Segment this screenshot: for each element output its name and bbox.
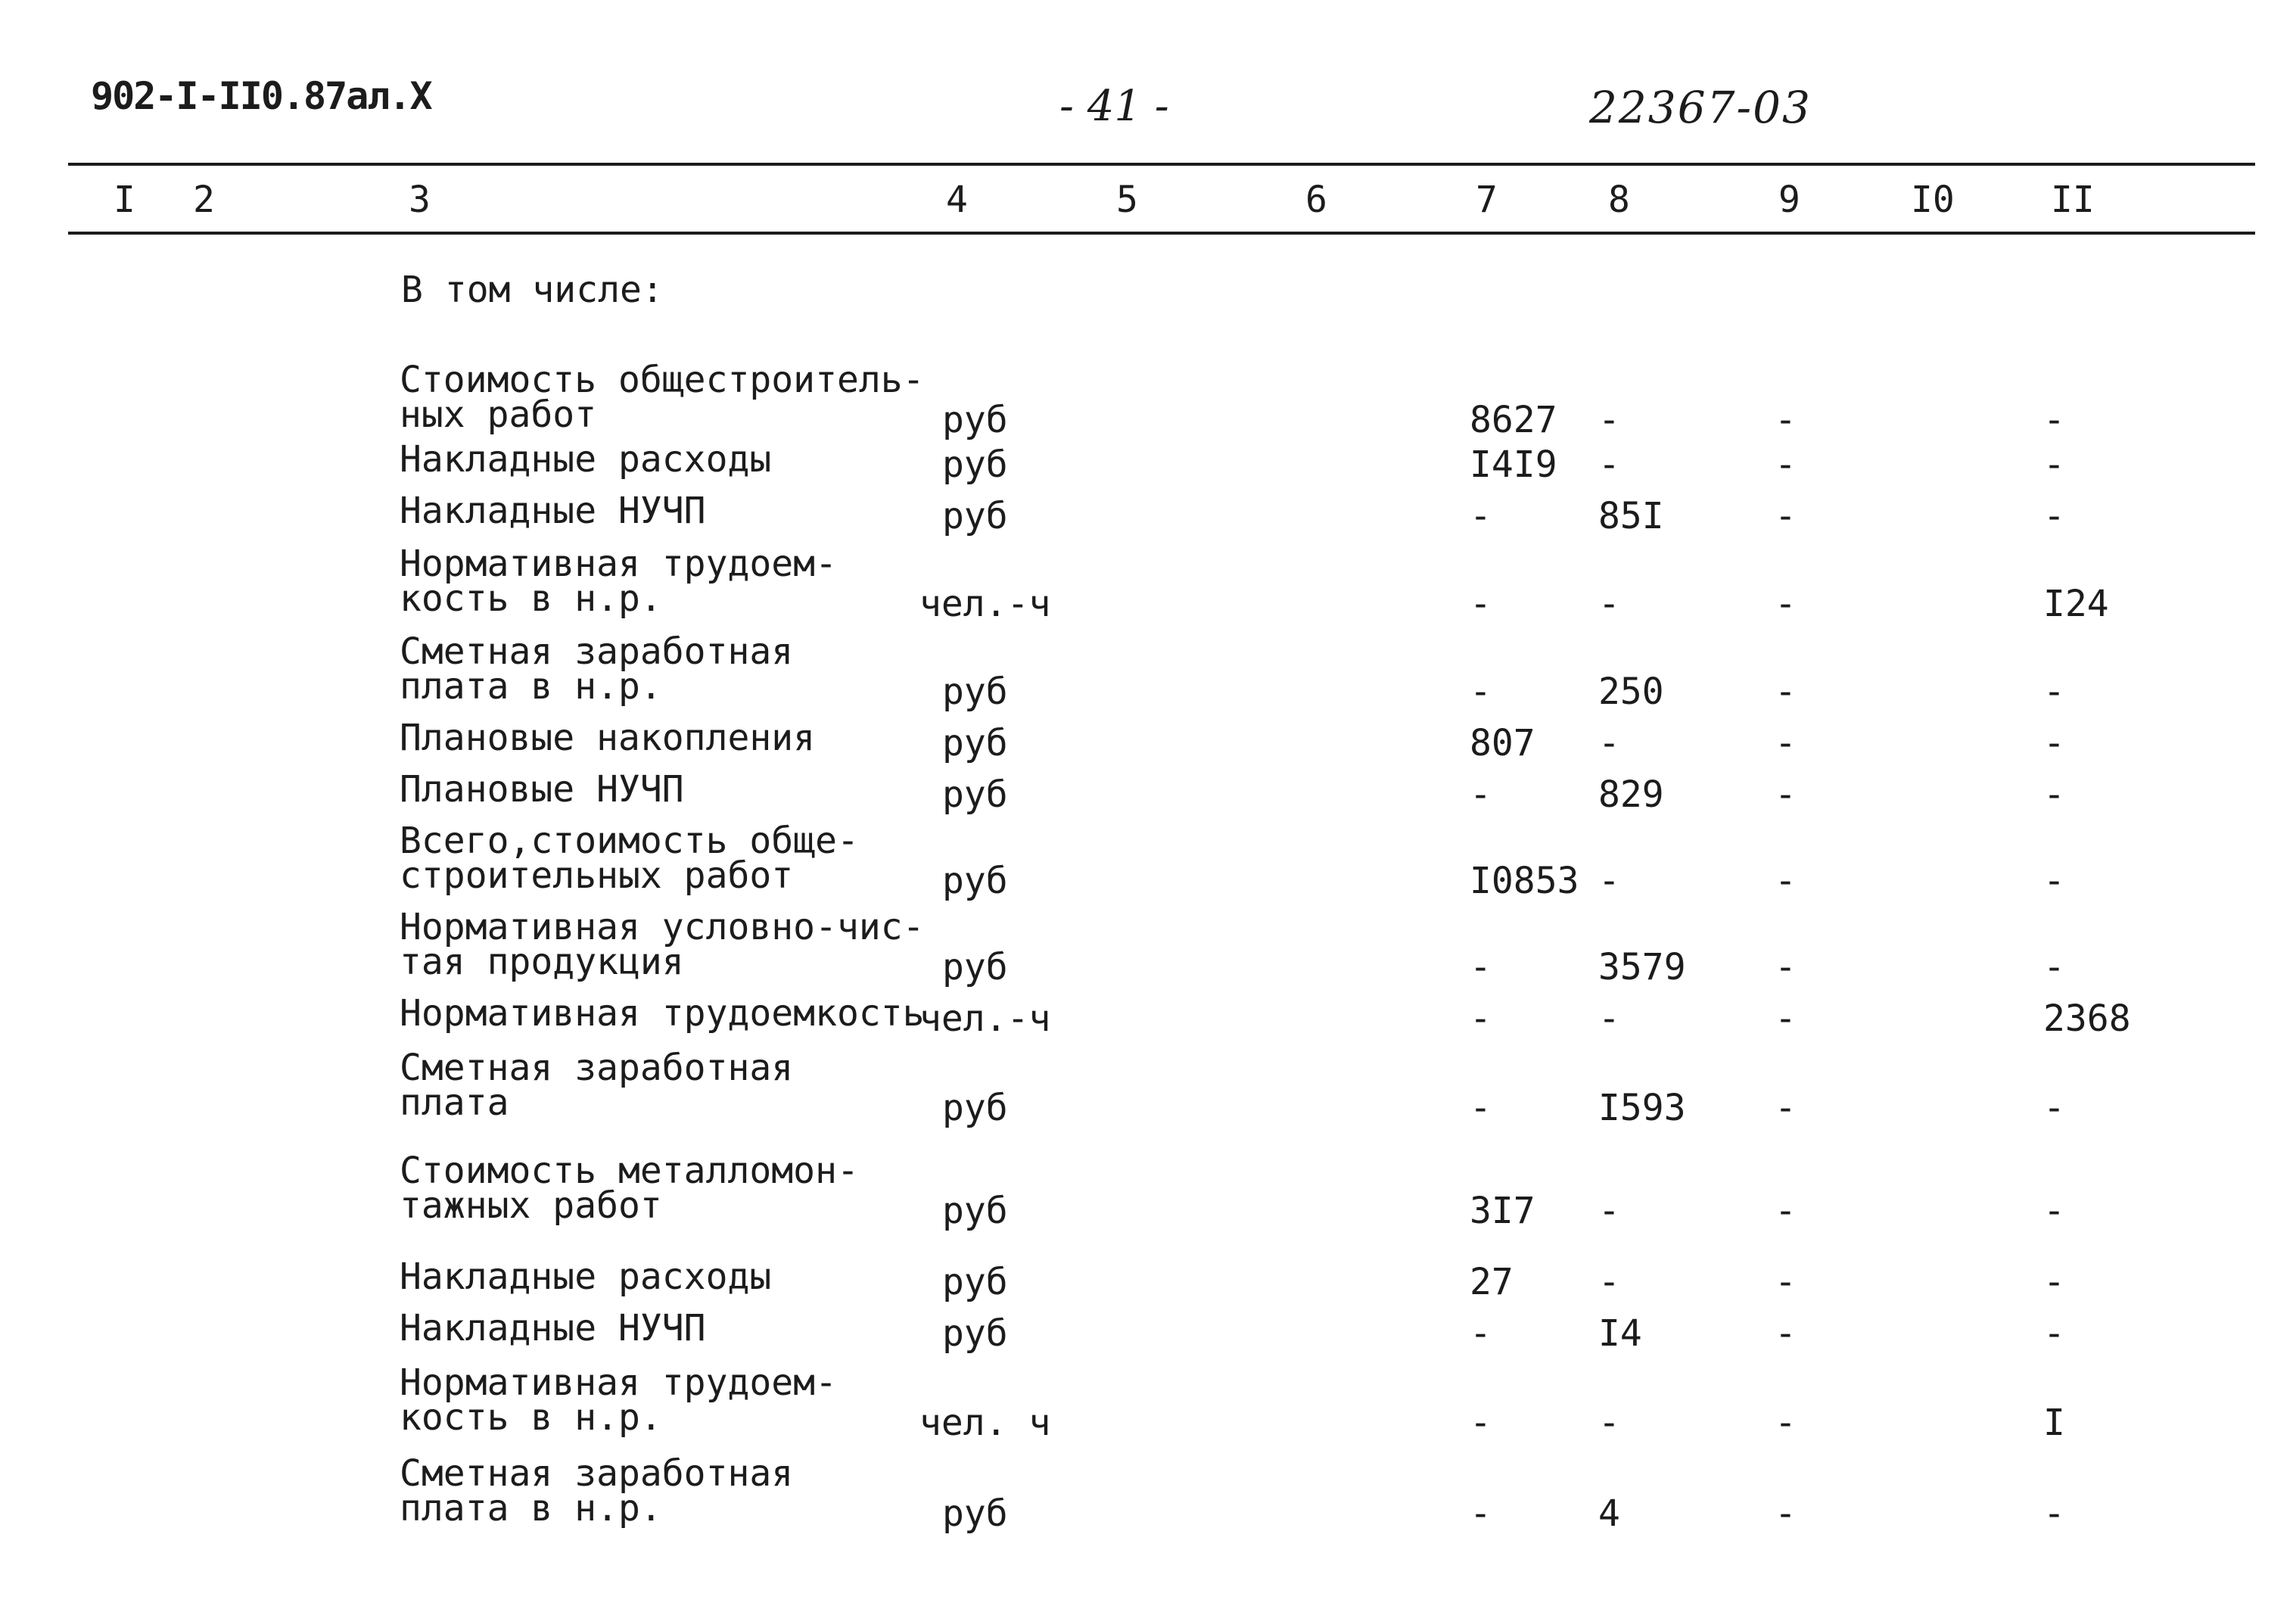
cell-col-7: - [1470,1492,1492,1535]
cell-col-11: 2368 [2043,997,2131,1040]
cell-col-11: - [2043,1087,2065,1129]
cell-col-9: - [1775,1402,1797,1444]
row-label-line: Нормативная трудоем- [400,1362,837,1404]
column-number-3: 3 [409,179,431,221]
cell-col-8: - [1598,583,1620,625]
row-label-line: тажных работ [400,1184,662,1227]
row-label-line: плата [400,1081,509,1124]
cell-col-9: - [1775,997,1797,1040]
row-label-line: Сметная заработная [400,1047,794,1089]
row-unit: руб [942,722,1008,764]
cell-col-11: - [2043,1261,2065,1303]
cell-col-11: - [2043,1492,2065,1535]
row-label-line: Накладные НУЧП [400,1307,706,1349]
row-label-line: плата в н.р. [400,1487,662,1530]
cell-col-7: - [1470,495,1492,537]
cell-col-8: - [1598,722,1620,764]
cell-col-8: - [1598,1402,1620,1444]
cell-col-7: - [1470,583,1492,625]
cell-col-9: - [1775,583,1797,625]
row-unit: руб [942,1261,1008,1303]
row-label-line: Всего,стоимость обще- [400,820,859,862]
cell-col-9: - [1775,1312,1797,1355]
document-code: 902-I-II0.87ал.X [91,74,431,118]
cell-col-7: 3I7 [1470,1190,1535,1232]
row-label-line: Нормативная условно-чис- [400,906,925,948]
column-number-11: II [2051,179,2095,221]
cell-col-11: - [2043,443,2065,486]
cell-col-11: I24 [2043,583,2109,625]
row-label-line: Нормативная трудоем- [400,543,837,585]
cell-col-11: - [2043,860,2065,902]
row-unit: чел.-ч [919,997,1051,1040]
cell-col-8: 829 [1598,773,1664,816]
cell-col-7: 807 [1470,722,1535,764]
column-number-9: 9 [1778,179,1800,221]
row-unit: руб [942,399,1008,441]
cell-col-8: - [1598,1190,1620,1232]
row-label-line: Накладные НУЧП [400,490,706,532]
cell-col-7: - [1470,1312,1492,1355]
cell-col-8: - [1598,399,1620,441]
row-label-line: ных работ [400,394,597,436]
cell-col-7: I0853 [1470,860,1579,902]
cell-col-11: I [2043,1402,2065,1444]
row-label-line: Накладные расходы [400,1256,772,1298]
cell-col-11: - [2043,399,2065,441]
cell-col-7: - [1470,671,1492,713]
row-label-line: плата в н.р. [400,665,662,708]
row-unit: руб [942,1312,1008,1355]
row-unit: чел.-ч [919,583,1051,625]
row-unit: руб [942,946,1008,988]
document-number: 22367-03 [1589,82,1812,133]
row-unit: руб [942,495,1008,537]
row-unit: руб [942,671,1008,713]
row-label-line: Стоимость общестроитель- [400,359,925,401]
cell-col-8: 250 [1598,671,1664,713]
row-unit: руб [942,1087,1008,1129]
cell-col-11: - [2043,1312,2065,1355]
cell-col-9: - [1775,946,1797,988]
cell-col-11: - [2043,1190,2065,1232]
row-label-line: Сметная заработная [400,630,794,673]
header-rule-top [68,163,2255,166]
cell-col-8: I593 [1598,1087,1686,1129]
row-label-line: Накладные расходы [400,438,772,481]
row-label-line: строительных работ [400,854,794,897]
row-unit: руб [942,443,1008,486]
row-label-line: кость в н.р. [400,1396,662,1439]
cell-col-9: - [1775,1261,1797,1303]
cell-col-11: - [2043,671,2065,713]
cell-col-8: - [1598,860,1620,902]
cell-col-11: - [2043,946,2065,988]
column-number-1: I [114,179,135,221]
page-number: - 41 - [1059,82,1169,131]
cell-col-9: - [1775,671,1797,713]
cell-col-7: I4I9 [1470,443,1557,486]
row-unit: руб [942,773,1008,816]
cell-col-8: I4 [1598,1312,1642,1355]
row-label-line: Сметная заработная [400,1452,794,1495]
cell-col-8: - [1598,443,1620,486]
cell-col-7: 27 [1470,1261,1514,1303]
cell-col-7: - [1470,997,1492,1040]
row-label-line: тая продукция [400,941,684,983]
cell-col-11: - [2043,722,2065,764]
column-number-5: 5 [1116,179,1138,221]
column-number-4: 4 [946,179,968,221]
cell-col-11: - [2043,773,2065,816]
cell-col-9: - [1775,1190,1797,1232]
header-rule-bottom [68,232,2255,235]
cell-col-8: - [1598,997,1620,1040]
cell-col-9: - [1775,773,1797,816]
cell-col-7: - [1470,1087,1492,1129]
row-unit: руб [942,1190,1008,1232]
cell-col-9: - [1775,495,1797,537]
cell-col-9: - [1775,443,1797,486]
row-unit: руб [942,860,1008,902]
cell-col-8: 85I [1598,495,1664,537]
cell-col-8: - [1598,1261,1620,1303]
cell-col-7: - [1470,946,1492,988]
cell-col-9: - [1775,722,1797,764]
cell-col-11: - [2043,495,2065,537]
cell-col-9: - [1775,1087,1797,1129]
row-unit: руб [942,1492,1008,1535]
cell-col-8: 4 [1598,1492,1620,1535]
column-number-8: 8 [1608,179,1630,221]
section-title: В том числе: [401,269,664,311]
cell-col-9: - [1775,1492,1797,1535]
column-number-10: I0 [1911,179,1955,221]
cell-col-7: - [1470,773,1492,816]
column-number-6: 6 [1305,179,1327,221]
row-label-line: Нормативная трудоемкость [400,992,925,1035]
cell-col-7: 8627 [1470,399,1557,441]
cell-col-7: - [1470,1402,1492,1444]
column-number-7: 7 [1476,179,1498,221]
row-label-line: Плановые накопления [400,717,816,759]
row-label-line: Стоимость металломон- [400,1150,859,1192]
cell-col-9: - [1775,860,1797,902]
column-number-2: 2 [193,179,215,221]
cell-col-8: 3579 [1598,946,1686,988]
row-unit: чел. ч [919,1402,1051,1444]
row-label-line: кость в н.р. [400,577,662,620]
row-label-line: Плановые НУЧП [400,768,684,811]
cell-col-9: - [1775,399,1797,441]
